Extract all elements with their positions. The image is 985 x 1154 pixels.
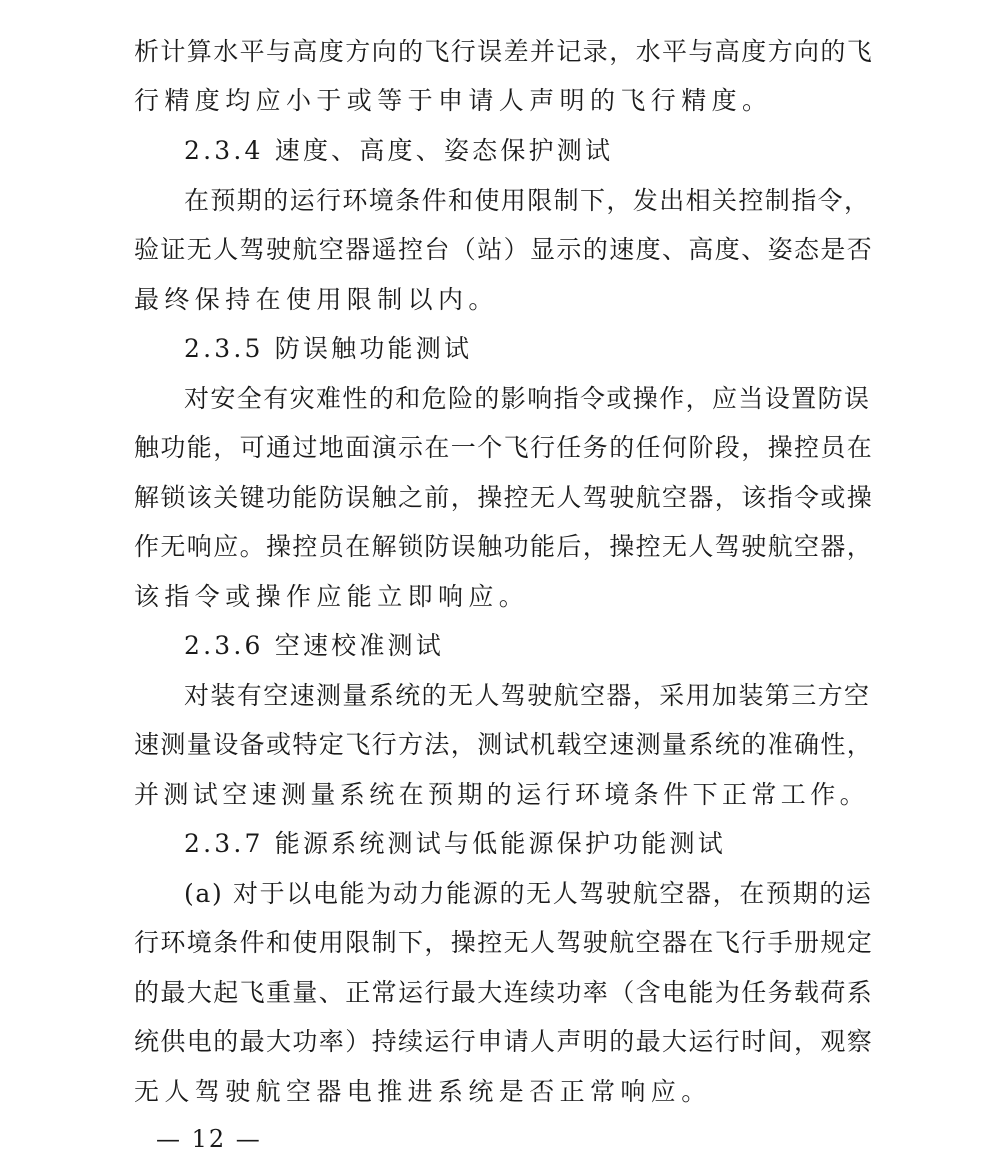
paragraph-line: 对安全有灾难性的和危险的影响指令或操作，应当设置防误 xyxy=(184,384,871,413)
paragraph-line: 在预期的运行环境条件和使用限制下，发出相关控制指令， xyxy=(184,186,871,215)
section-heading-2-3-5: 2.3.5 防误触功能测试 xyxy=(184,334,473,363)
section-heading-2-3-7: 2.3.7 能源系统测试与低能源保护功能测试 xyxy=(184,829,726,858)
paragraph-line: 解锁该关键功能防误触之前，操控无人驾驶航空器，该指令或操 xyxy=(134,483,874,512)
section-heading-2-3-6: 2.3.6 空速校准测试 xyxy=(184,631,444,660)
paragraph-line: 速测量设备或特定飞行方法，测试机载空速测量系统的准确性， xyxy=(134,730,874,759)
paragraph-line: 验证无人驾驶航空器遥控台（站）显示的速度、高度、姿态是否 xyxy=(134,235,874,264)
paragraph-line: 析计算水平与高度方向的飞行误差并记录，水平与高度方向的飞 xyxy=(134,37,874,66)
paragraph-line: 的最大起飞重量、正常运行最大连续功率（含电能为任务载荷系 xyxy=(134,978,874,1007)
paragraph-line: 统供电的最大功率）持续运行申请人声明的最大运行时间，观察 xyxy=(134,1027,874,1056)
paragraph-line: 无人驾驶航空器电推进系统是否正常响应。 xyxy=(134,1077,712,1106)
page-number: — 12 — xyxy=(156,1125,262,1153)
paragraph-line: 并测试空速测量系统在预期的运行环境条件下正常工作。 xyxy=(134,780,870,809)
paragraph-line: 最终保持在使用限制以内。 xyxy=(134,285,499,314)
paragraph-line: (a) 对于以电能为动力能源的无人驾驶航空器，在预期的运 xyxy=(184,879,873,908)
paragraph-line: 行环境条件和使用限制下，操控无人驾驶航空器在飞行手册规定 xyxy=(134,928,874,957)
paragraph-line: 行精度均应小于或等于申请人声明的飞行精度。 xyxy=(134,86,773,115)
paragraph-line: 作无响应。操控员在解锁防误触功能后，操控无人驾驶航空器， xyxy=(134,532,874,561)
paragraph-line: 该指令或操作应能立即响应。 xyxy=(134,582,530,611)
paragraph-line: 对装有空速测量系统的无人驾驶航空器，采用加装第三方空 xyxy=(184,681,871,710)
section-heading-2-3-4: 2.3.4 速度、高度、姿态保护测试 xyxy=(184,136,614,165)
paragraph-line: 触功能，可通过地面演示在一个飞行任务的任何阶段，操控员在 xyxy=(134,433,874,462)
